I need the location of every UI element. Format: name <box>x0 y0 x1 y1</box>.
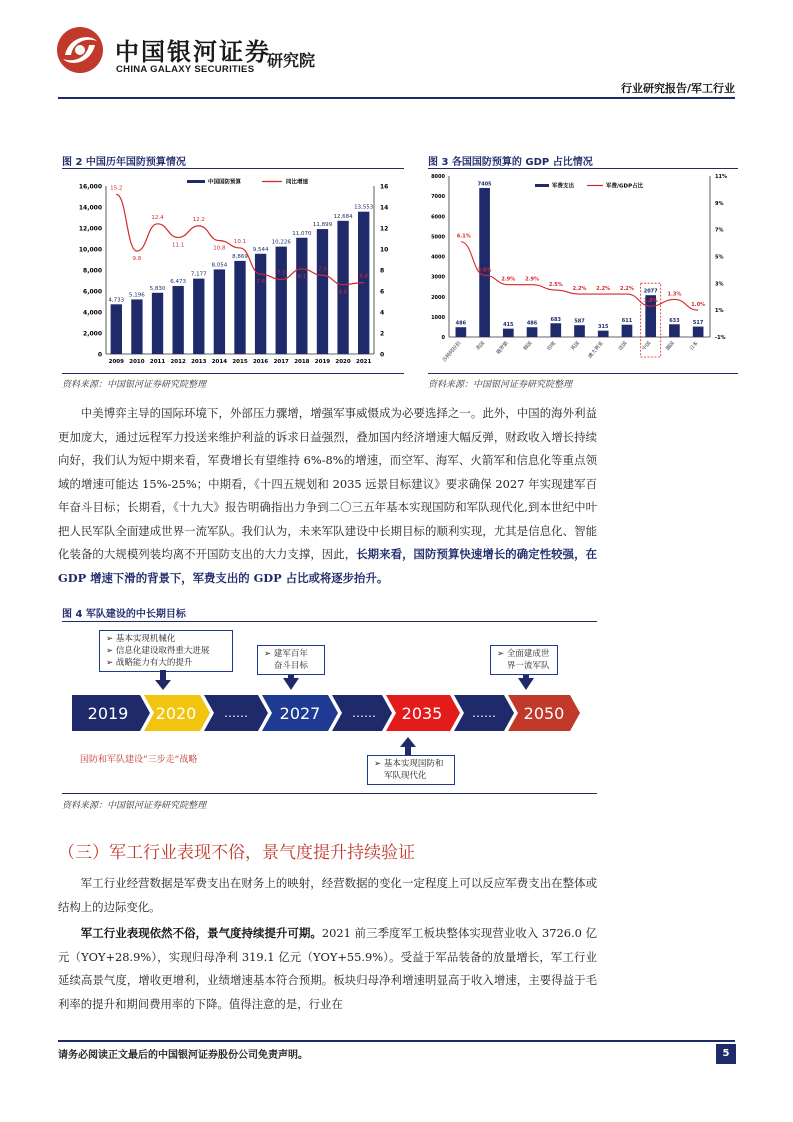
figure2-source: 资料来源：中国银河证券研究院整理 <box>62 380 207 390</box>
milestone-2035-box: ➢ 基本实现国防和 军队现代化 <box>367 755 455 785</box>
figure2-title-rule <box>62 168 404 169</box>
y-tick-label: 2,000 <box>83 330 102 338</box>
timeline-bar <box>72 695 582 731</box>
y2-tick-label: 6 <box>380 288 385 296</box>
ratio-line <box>461 242 698 310</box>
y2-tick-label: 3% <box>715 281 724 288</box>
bar-value-label: 4,733 <box>108 297 125 304</box>
x-tick-label: 2020 <box>335 359 351 365</box>
growth-value-label: 6.6 <box>338 289 348 296</box>
timeline-diagram <box>62 625 597 790</box>
figure2-chart <box>62 172 407 372</box>
bar-value-label: 11,070 <box>292 230 312 237</box>
x-tick-label: 法国 <box>617 340 629 352</box>
footer-disclaimer: 请务必阅读正文最后的中国银河证券股份公司免责声明。 <box>58 1050 308 1061</box>
y-tick-label: 8000 <box>431 174 445 180</box>
bar-value-label: 13,553 <box>354 204 374 211</box>
figure3-source: 资料来源：中国银河证券研究院整理 <box>428 380 573 390</box>
y-tick-label: 10,000 <box>78 246 102 254</box>
bar-value-label: 5,830 <box>149 285 166 292</box>
year-2035: 2035 <box>401 704 443 723</box>
year-2020: 2020 <box>155 704 197 723</box>
paragraph-3-bold: 军工行业表现依然不俗，景气度持续提升可期。 <box>80 926 322 940</box>
y-tick-label: 0 <box>97 351 102 359</box>
growth-value-label: 15.2 <box>110 185 123 192</box>
y2-tick-label: 11% <box>715 174 727 180</box>
y2-tick-label: 8 <box>380 267 385 275</box>
x-tick-label: 2015 <box>232 359 248 365</box>
x-tick-label: 2011 <box>149 359 166 365</box>
figure4-bottom-rule <box>62 793 597 794</box>
header-rule <box>58 97 735 99</box>
y2-tick-label: 12 <box>380 225 389 233</box>
section-3-heading: （三）军工行业表现不俗，景气度提升持续验证 <box>58 843 415 863</box>
milestone-2027-box: ➢ 建军百年 奋斗目标 <box>257 645 325 675</box>
paragraph-2: 军工行业经营数据是军费支出在财务上的映射，经营数据的变化一定程度上可以反应军费支出在整体或结构上的边际变化。 <box>58 876 597 914</box>
y-tick-label: 14,000 <box>78 204 102 212</box>
bar-value-label: 486 <box>526 320 538 327</box>
ratio-value-label: 2.9% <box>501 276 516 283</box>
x-tick-label: 中国 <box>641 340 653 352</box>
ratio-value-label: 1.0% <box>691 302 706 309</box>
bar <box>527 327 538 337</box>
paragraph-3 <box>58 922 597 1016</box>
bar-value-label: 5,196 <box>129 292 145 299</box>
growth-value-label: 12.4 <box>151 214 164 221</box>
x-tick-label: 2013 <box>191 359 207 365</box>
bar <box>550 323 561 337</box>
year-2019: 2019 <box>87 704 129 723</box>
figure4-title: 图 4 军队建设的中长期目标 <box>62 609 186 620</box>
bar <box>456 327 467 337</box>
paragraph-3-text: 2021 前三季度军工板块整体实现营业收入 3726.0 亿元（YOY+28.9%），实现归母净利 319.1 亿元（YOY+55.9%）。受益于军品装备的放量增长，军工行业延续高景气度，增收更增利，业绩增速基本符合预期。板块归母净利增速明显高于收入增速，主要得益于毛利率的提升和期间费用率的下降。值得注意的是，行业在 <box>58 926 597 1011</box>
logo-institute: 研究院 <box>267 51 316 70</box>
ratio-value-label: 2.2% <box>596 286 611 293</box>
y-tick-label: 4000 <box>431 254 445 261</box>
year-2027: 2027 <box>279 704 321 723</box>
x-tick-label: 美国 <box>475 340 487 352</box>
y-tick-label: 3000 <box>431 274 445 281</box>
ratio-value-label: 2.2% <box>572 286 587 293</box>
figure4-title-rule <box>62 621 597 622</box>
bar <box>574 325 585 337</box>
legend-budget-label: 中国国防预算 <box>208 179 242 186</box>
x-tick-label: 韩国 <box>522 340 534 352</box>
growth-value-label: 7.6 <box>256 279 265 286</box>
milestone-2020-box: ➢ 基本实现机械化 ➢ 信息化建设取得重大进展 ➢ 战略能力有大的提升 <box>99 630 233 672</box>
report-type: 行业研究报告/军工行业 <box>620 82 735 95</box>
strategy-label: 国防和军队建设“三步走“战略 <box>80 755 198 765</box>
legend-budget-swatch <box>187 180 205 183</box>
y2-tick-label: 9% <box>715 200 724 207</box>
bar-value-label: 8,869 <box>232 253 248 260</box>
figure3-title: 图 3 各国国防预算的 GDP 占比情况 <box>428 157 593 168</box>
y2-tick-label: 1% <box>715 308 724 315</box>
ratio-value-label: 2.9% <box>525 276 539 283</box>
logo-en: CHINA GALAXY SECURITIES <box>116 64 255 75</box>
timeline-ellipsis-2: …… <box>352 706 376 720</box>
x-tick-label: 印度 <box>546 340 558 352</box>
paragraph-1-bold: 长期来看，国防预算快速增长的确定性较强，在 GDP 增速下滑的背景下，军费支出的 GDP 占比或将逐步抬升。 <box>58 547 597 585</box>
x-tick-label: 2017 <box>273 359 289 365</box>
ratio-value-label: 3.6% <box>477 267 492 274</box>
figure3-title-rule <box>428 168 738 169</box>
x-tick-label: 英国 <box>569 340 582 352</box>
figure4-source: 资料来源：中国银河证券研究院整理 <box>62 801 207 811</box>
figure3-bottom-rule <box>428 373 738 374</box>
bar <box>296 238 307 354</box>
bar <box>317 229 328 354</box>
growth-value-label: 11.1 <box>172 242 185 249</box>
y-tick-label: 1000 <box>431 314 445 321</box>
y-tick-label: 0 <box>441 335 445 341</box>
bar-value-label: 7405 <box>477 181 492 188</box>
legend-growth-label: 同比增速 <box>286 179 309 186</box>
x-tick-label: 俄罗斯 <box>495 340 510 356</box>
bar-value-label: 587 <box>574 318 585 325</box>
bar <box>693 327 704 337</box>
x-tick-label: 2021 <box>356 359 372 365</box>
bar-value-label: 683 <box>550 316 561 323</box>
y-tick-label: 2000 <box>431 294 445 301</box>
ratio-value-label: 2.5% <box>548 282 563 289</box>
bar-value-label: 611 <box>621 318 633 325</box>
header <box>0 0 793 100</box>
y2-tick-label: 4 <box>380 309 385 317</box>
y-tick-label: 16,000 <box>78 183 102 191</box>
y-tick-label: 5000 <box>431 234 445 241</box>
bar-value-label: 2077 <box>643 288 658 295</box>
paragraph-1-text: 中美博弈主导的国际环境下，外部压力骤增，增强军事威慑成为必要选择之一。此外，中国的海外利益更加庞大，通过远程军力投送来维护利益的诉求日益强烈，叠加国内经济增速大幅反弹，财政收入增长持续向好，我们认为短中期来看，军费增长有望维持 6%-8%的增速，而空军、海军、火箭军和信息化等重点领域的增速可能达 15%-25%；中期看，《十四五规划和 2035 远景目标建议》要求确保 2027 年实现建军百年奋斗目标；长期看，《十九大》报告明确指出力争到二〇三五年基本实现国防和军队现代化,到本世纪中叶把人民军队全面建成世界一流军队。我们认为，未来军队建设中长期目标的顺利实现，尤其是信息化、智能化装备的大规模列装均离不开国防支出的大力支撑，因此， <box>58 406 597 561</box>
galaxy-logo-icon <box>55 25 105 75</box>
growth-value-label: 8.1 <box>297 273 307 280</box>
y-tick-label: 4,000 <box>83 309 102 317</box>
x-tick-label: 2016 <box>252 359 269 365</box>
y2-tick-label: 5% <box>715 254 724 261</box>
x-tick-label: 2019 <box>314 359 331 365</box>
x-tick-label: 澳大利亚 <box>587 340 605 360</box>
x-tick-label: 日本 <box>688 340 700 352</box>
y2-tick-label: 14 <box>380 204 389 212</box>
bar-value-label: 6,473 <box>170 279 187 286</box>
ratio-value-label: 6.1% <box>456 233 471 240</box>
growth-value-label: 10.1 <box>233 238 247 245</box>
bar <box>598 331 609 337</box>
x-tick-label: 德国 <box>664 340 676 352</box>
bar <box>503 329 514 337</box>
y-tick-label: 8,000 <box>83 267 102 275</box>
bar <box>622 325 633 337</box>
bar <box>479 188 490 337</box>
bar-value-label: 8,054 <box>211 262 228 269</box>
bar-value-label: 415 <box>503 322 514 329</box>
legend-spend-label: 军费支出 <box>552 183 575 190</box>
bar <box>214 269 225 354</box>
logo-cn: 中国银河证券 <box>115 38 271 66</box>
bar-value-label: 633 <box>669 317 680 324</box>
x-tick-label: 2009 <box>108 359 124 365</box>
ratio-value-label: 1.8% <box>643 298 658 305</box>
legend-ratio-label: 军费/GDP占比 <box>606 183 644 190</box>
bar <box>193 279 204 354</box>
bar-value-label: 315 <box>598 324 609 331</box>
bar <box>255 254 266 354</box>
growth-value-label: 9.8 <box>132 256 142 263</box>
growth-value-label: 7.5 <box>318 266 327 273</box>
x-tick-label: 沙特阿拉伯 <box>441 340 463 364</box>
ratio-value-label: 2.2% <box>620 286 634 293</box>
y2-tick-label: 10 <box>380 246 389 254</box>
page-number: 5 <box>716 1044 736 1064</box>
bar <box>276 247 287 354</box>
bar <box>337 221 348 354</box>
bar-value-label: 11,899 <box>312 222 333 229</box>
timeline-ellipsis-1: …… <box>224 706 248 720</box>
x-tick-label: 2014 <box>211 359 228 365</box>
bar-value-label: 7,177 <box>190 271 207 278</box>
bar <box>234 261 245 354</box>
y-tick-label: 7000 <box>431 194 445 201</box>
y2-tick-label: 16 <box>380 183 389 191</box>
ratio-value-label: 1.3% <box>667 291 682 298</box>
bar <box>111 304 122 354</box>
y2-tick-label: 2 <box>380 330 385 338</box>
bar <box>172 286 183 354</box>
bar-value-label: 486 <box>455 320 467 327</box>
bar-value-label: 9,544 <box>252 246 269 253</box>
x-tick-label: 2018 <box>294 359 310 365</box>
bar-value-label: 517 <box>692 320 704 327</box>
y2-tick-label: 7% <box>715 227 724 234</box>
growth-value-label: 10.8 <box>213 245 226 252</box>
y-tick-label: 6,000 <box>83 288 102 296</box>
growth-value-label: 6.8 <box>359 273 369 280</box>
y-tick-label: 6000 <box>431 214 445 221</box>
legend-spend-swatch <box>535 184 549 187</box>
figure3-chart <box>425 172 740 372</box>
timeline-ellipsis-3: …… <box>472 706 496 720</box>
bar <box>131 299 142 354</box>
paragraph-1 <box>58 402 597 590</box>
y2-tick-label: -1% <box>715 335 726 341</box>
x-tick-label: 2012 <box>170 359 186 365</box>
milestone-2050-box: ➢ 全面建成世 界一流军队 <box>490 645 558 675</box>
figure2-title: 图 2 中国历年国防预算情况 <box>62 157 186 168</box>
x-tick-label: 2010 <box>129 359 145 365</box>
figure2-bottom-rule <box>62 373 404 374</box>
footer-rule <box>58 1040 735 1042</box>
bar-value-label: 10,226 <box>271 239 291 246</box>
bar-value-label: 12,684 <box>333 213 353 220</box>
bar <box>152 293 163 354</box>
y2-tick-label: 0 <box>380 351 385 359</box>
bar <box>669 324 680 337</box>
growth-value-label: 12.2 <box>192 216 205 223</box>
growth-value-label: 7.1 <box>276 270 286 277</box>
year-2050: 2050 <box>523 704 565 723</box>
y-tick-label: 12,000 <box>78 225 102 233</box>
